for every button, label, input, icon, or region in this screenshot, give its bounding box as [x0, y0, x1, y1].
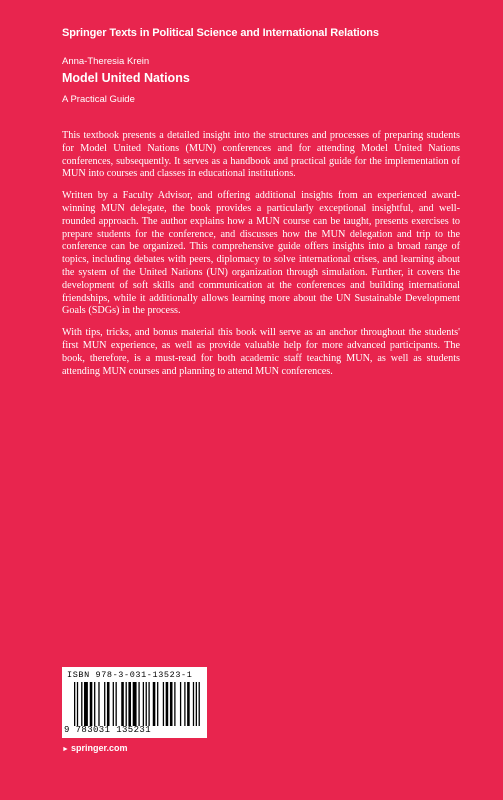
barcode-bar — [157, 682, 158, 726]
barcode-bar — [184, 682, 185, 726]
barcode-bar — [84, 682, 88, 726]
blurb-paragraph-1: This textbook presents a detailed insight into the structures and processes of preparing students for Model United Nations (MUN) conferences and for attending Model United Nations conferences, subsequently. It serves as a handbook and practical guide for the implementation of MUN into courses and classes in educational institutions. — [62, 130, 460, 180]
blurb-paragraph-2: Written by a Faculty Advisor, and offering additional insights from an experienced award-winning MUN delegate, the book provides a particularly exceptional insightful, and well-rounded approach. The author explains how a MUN course can be taught, presents exercises to prepare students for the conference, and discusses how the MUN delegation and trip to the conference can be organized. This comprehensive guide offers insights into a broad range of topics, including debates with peers, diplomacy to solve international crises, and learning about the system of the United Nations (UN) organization through simulation. Further, it covers the development of soft skills and communication at the conferences and building international friendships, while it additionally allows learning more about the UN Sustainable Development Goals (SDGs) in the process. — [62, 190, 460, 317]
barcode-bars — [74, 682, 200, 726]
barcode-bar — [138, 682, 139, 726]
barcode-bar — [94, 682, 95, 726]
barcode-bar — [180, 682, 181, 726]
isbn-barcode — [62, 667, 207, 738]
barcode-bar — [187, 682, 190, 726]
website-text: springer.com — [70, 743, 128, 753]
barcode-bar — [116, 682, 117, 726]
book-subtitle: A Practical Guide — [62, 94, 135, 105]
barcode-bar — [81, 682, 82, 726]
book-title: Model United Nations — [62, 71, 190, 85]
barcode-bar — [148, 682, 149, 726]
publisher-website[interactable] — [62, 743, 127, 753]
barcode-bar — [128, 682, 131, 726]
barcode-bar — [166, 682, 169, 726]
author-name: Anna-Theresia Krein — [62, 56, 150, 67]
barcode-digits: 9 783031 135231 — [64, 725, 152, 735]
barcode-bar — [143, 682, 144, 726]
barcode-bar — [107, 682, 110, 726]
blurb — [62, 130, 460, 387]
blurb-paragraph-3: With tips, tricks, and bonus material this book will serve as an anchor throughout the students' first MUN experience, as well as provide valuable help for more advanced participants. The book, therefore, is a must-read for both academic staff teaching MUN, as well as students attending MUN courses and planning to attend MUN conferences. — [62, 327, 460, 377]
barcode-bar — [196, 682, 197, 726]
barcode-bar — [170, 682, 173, 726]
barcode-bar — [113, 682, 114, 726]
series-title: Springer Texts in Political Science and International Relations — [62, 27, 379, 39]
barcode-bar — [77, 682, 78, 726]
barcode-bar — [193, 682, 194, 726]
barcode-bar — [121, 682, 124, 726]
isbn-label: ISBN 978-3-031-13523-1 — [67, 670, 193, 680]
barcode-bar — [163, 682, 164, 726]
barcode-bar — [90, 682, 93, 726]
barcode-bar — [74, 682, 75, 726]
arrow-icon: ► — [62, 746, 69, 753]
barcode-bar — [146, 682, 147, 726]
barcode-bar — [133, 682, 137, 726]
barcode-bar — [98, 682, 99, 726]
barcode-bar — [199, 682, 200, 726]
barcode-bar — [126, 682, 127, 726]
barcode-bar — [104, 682, 105, 726]
barcode-bar — [174, 682, 175, 726]
barcode-bar — [153, 682, 156, 726]
